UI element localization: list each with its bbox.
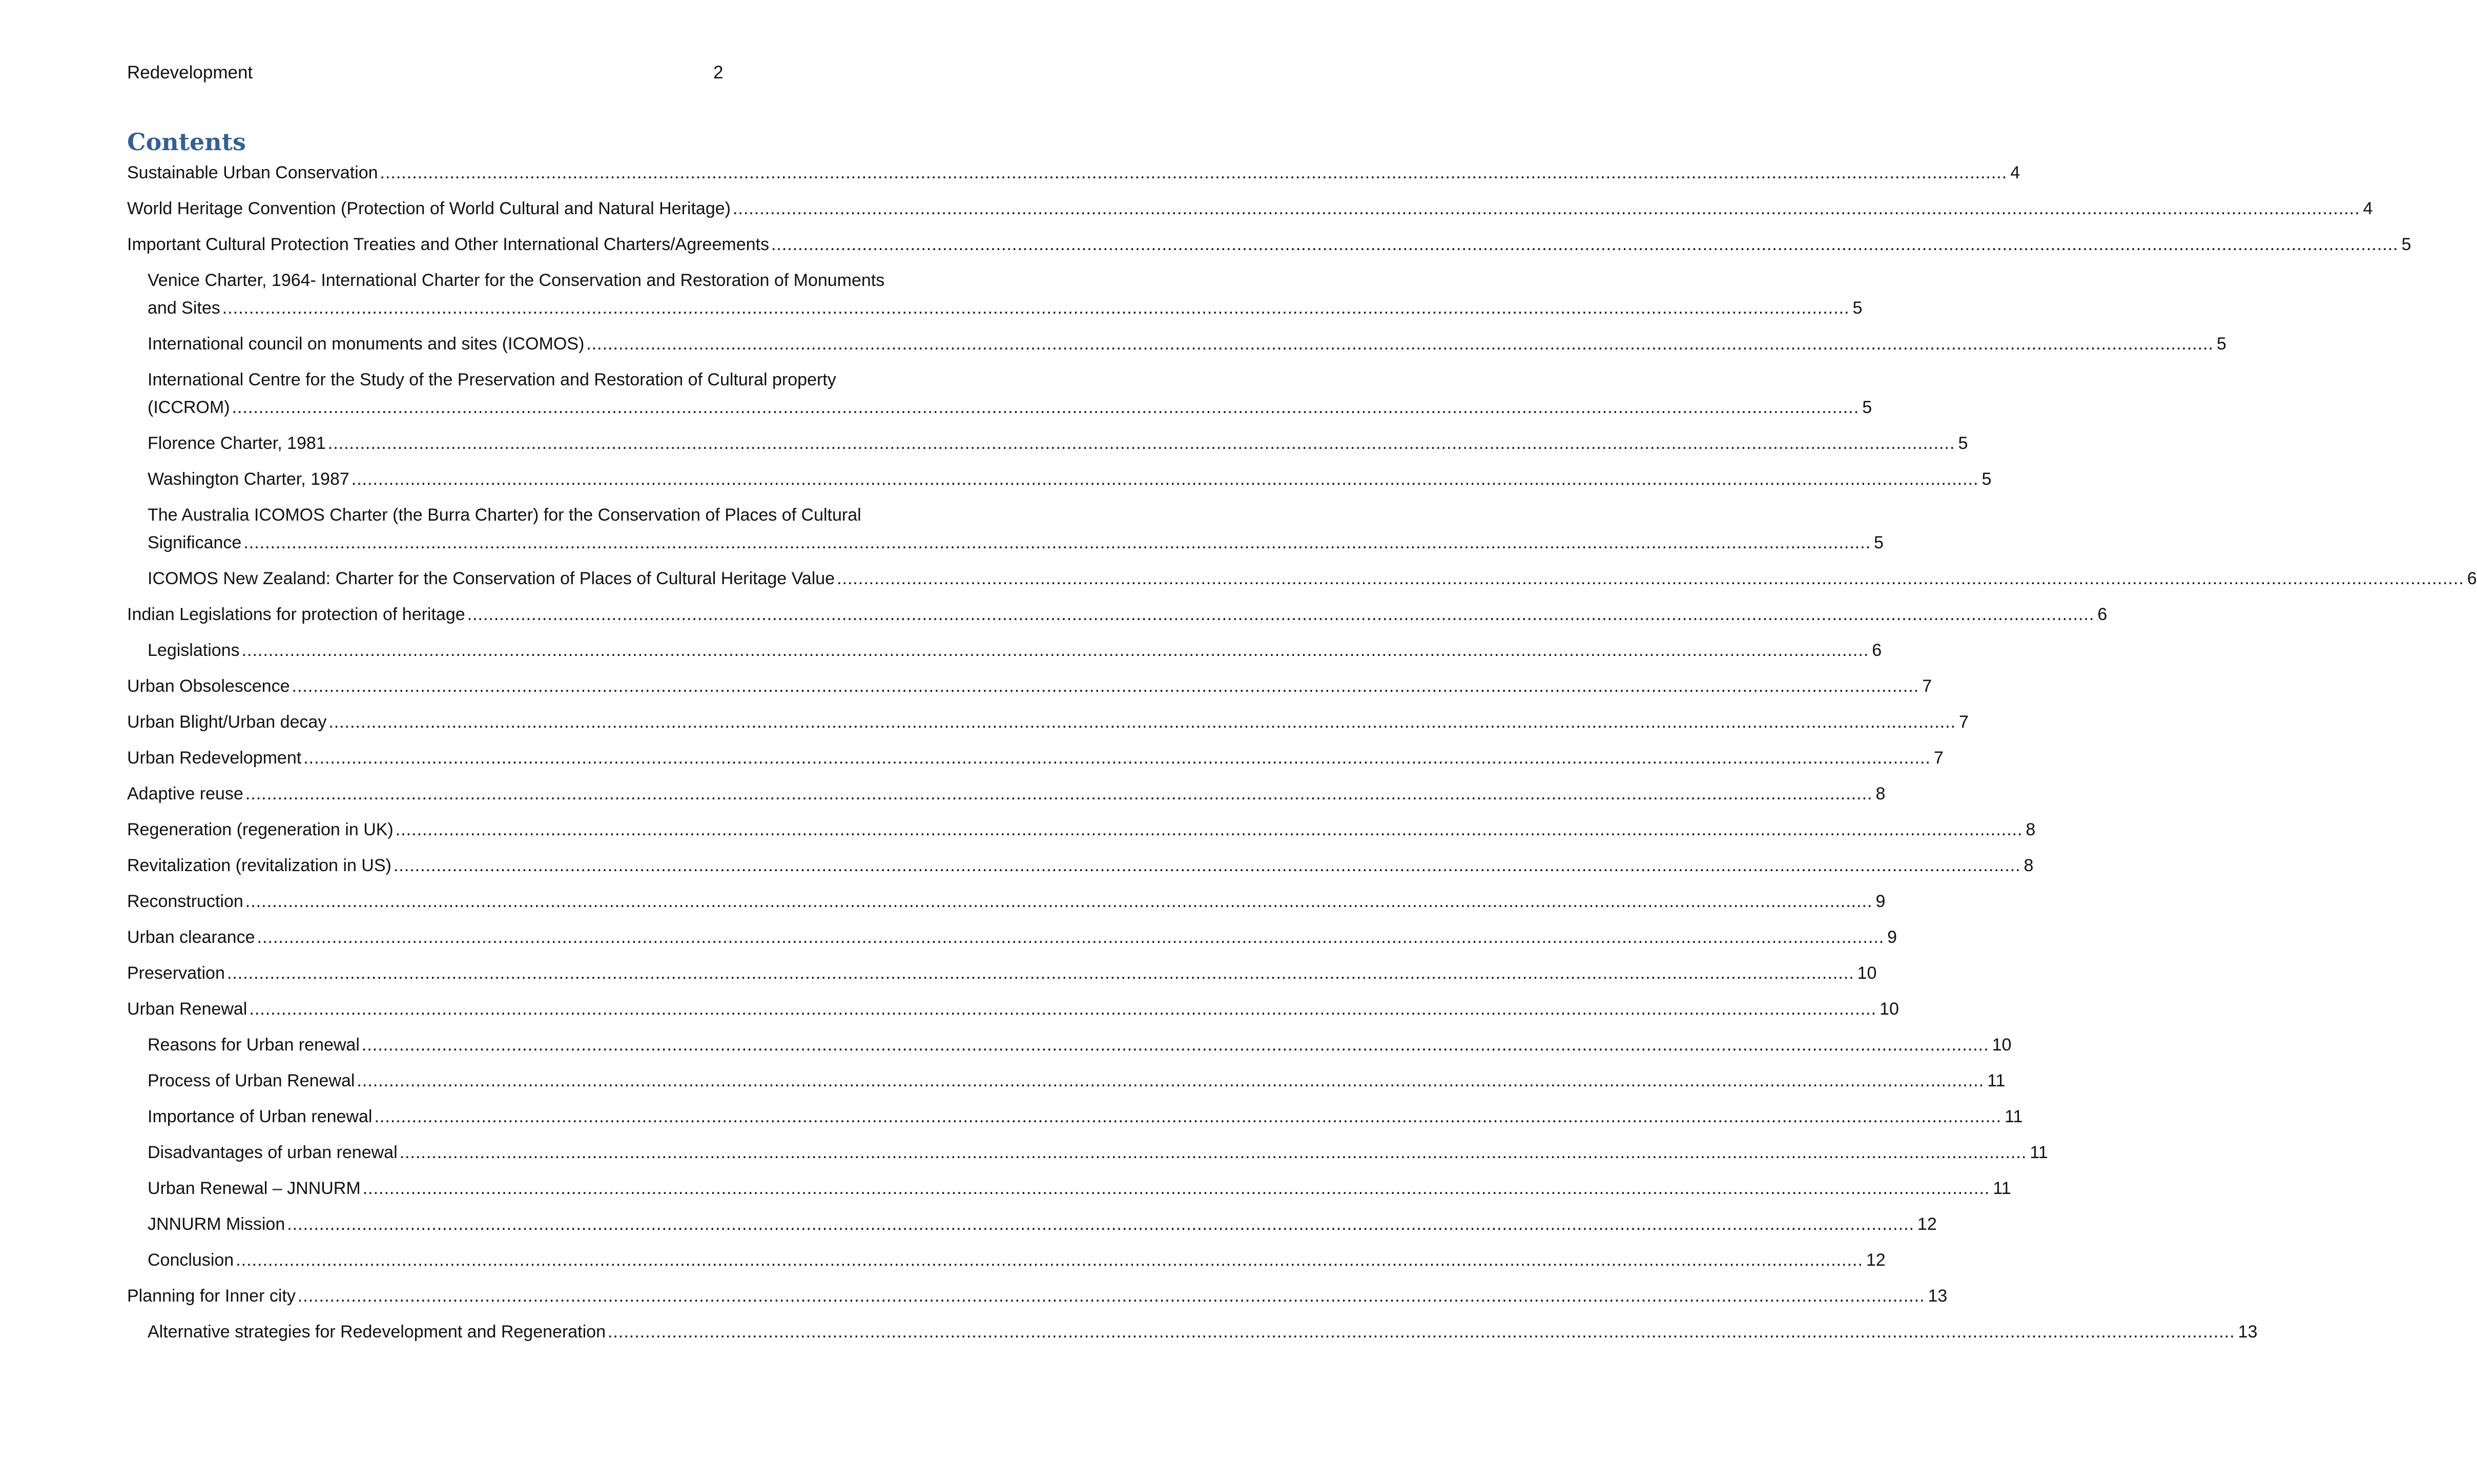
toc-entry-text-line1: The Australia ICOMOS Charter (the Burra Charter) for the Conservation of Places of Cultural (148, 505, 861, 525)
toc-entry[interactable] (127, 636, 1882, 664)
toc-entry-text: Indian Legislations for protection of heritage (127, 605, 465, 624)
toc-entry-text: Florence Charter, 1981 (148, 434, 326, 453)
toc-entry[interactable] (127, 923, 1897, 951)
toc-entry[interactable] (127, 601, 2108, 628)
toc-entry[interactable] (127, 266, 1863, 322)
toc-entry-text: Importance of Urban renewal (148, 1107, 373, 1126)
toc-entry[interactable] (127, 366, 1872, 421)
toc-entry-text: Revitalization (revitalization in US) (127, 856, 391, 875)
toc-entry-text: (ICCROM) (148, 398, 230, 417)
toc-entry-page: 11 (1993, 1179, 2011, 1198)
toc-entry[interactable] (127, 231, 2411, 258)
toc-entry-page: 8 (2024, 856, 2034, 875)
toc-entry-text: Reasons for Urban renewal (148, 1035, 360, 1055)
toc-entry[interactable] (127, 1139, 2048, 1166)
toc-entry[interactable] (127, 330, 2226, 358)
toc-dot-leader (232, 394, 1860, 421)
toc-entry[interactable] (127, 780, 1886, 808)
toc-dot-leader (249, 995, 1876, 1023)
toc-entry[interactable] (127, 1174, 2011, 1202)
toc-entry-text: Disadvantages of urban renewal (148, 1143, 398, 1162)
toc-dot-leader (396, 816, 2023, 843)
toc-entry-text: Conclusion (148, 1250, 234, 1270)
toc-entry-text: Urban Obsolescence (127, 676, 290, 696)
toc-dot-leader (245, 888, 1873, 915)
toc-entry[interactable] (127, 195, 2373, 222)
toc-dot-leader (352, 465, 1979, 493)
toc-entry[interactable] (127, 708, 1969, 736)
toc-entry-page: 6 (2097, 605, 2108, 624)
toc-entry-text: Urban Renewal – JNNURM (148, 1179, 361, 1198)
toc-entry-page: 6 (2467, 569, 2477, 588)
toc-dot-leader (394, 852, 2021, 879)
toc-entry-page: 10 (1857, 963, 1877, 983)
toc-dot-leader (242, 636, 1869, 664)
header-page-number: 2 (713, 63, 724, 83)
toc-heading: Contents (127, 128, 246, 156)
toc-entry-text: Urban Renewal (127, 999, 247, 1019)
toc-entry[interactable] (127, 888, 1886, 915)
toc-entry-text: JNNURM Mission (148, 1214, 285, 1234)
toc-entry-text: Sustainable Urban Conservation (127, 163, 378, 182)
toc-dot-leader (243, 529, 1871, 556)
toc-entry[interactable] (127, 852, 2034, 879)
toc-entry-page: 4 (2010, 163, 2020, 182)
toc-entry-page: 7 (1959, 712, 1969, 732)
toc-entry-text: Washington Charter, 1987 (148, 469, 349, 489)
toc-entry-text: Important Cultural Protection Treaties and Other International Charters/Agreements (127, 235, 769, 254)
toc-entry-text: Legislations (148, 641, 240, 660)
toc-dot-leader (586, 330, 2214, 358)
toc-entry[interactable] (127, 1067, 2006, 1095)
toc-entry-text: International council on monuments and sites (ICOMOS) (148, 334, 585, 354)
header-title: Redevelopment (127, 63, 253, 83)
toc-entry-text: Process of Urban Renewal (148, 1071, 355, 1090)
toc-dot-leader (298, 1282, 1925, 1310)
toc-entry-page: 7 (1933, 748, 1944, 768)
toc-entry-page: 9 (1875, 892, 1886, 911)
toc-entry-page: 12 (1866, 1250, 1886, 1270)
toc-entry-text: ICOMOS New Zealand: Charter for the Conservation of Places of Cultural Heritage Value (148, 569, 835, 588)
toc-dot-leader (363, 1174, 1990, 1202)
toc-entry-page: 5 (1862, 398, 1872, 417)
toc-entry-page: 8 (1875, 784, 1886, 803)
toc-entry-page: 5 (1981, 469, 1992, 489)
toc-dot-leader (257, 923, 1884, 951)
toc-entry[interactable] (127, 1282, 1948, 1310)
toc-entry-page: 4 (2363, 199, 2373, 218)
toc-entry[interactable] (127, 816, 2036, 843)
toc-entry-page: 12 (1917, 1214, 1937, 1234)
toc-entry[interactable] (127, 429, 1968, 457)
toc-entry-text: Urban Redevelopment (127, 748, 302, 768)
running-header (127, 60, 924, 85)
toc-entry[interactable] (127, 1246, 1886, 1274)
toc-entry-text-line1: International Centre for the Study of the Preservation and Restoration of Cultural property (148, 370, 836, 389)
toc-dot-leader (380, 159, 2008, 187)
toc-dot-leader (292, 672, 1919, 700)
toc-entry-text: Preservation (127, 963, 225, 983)
toc-entry-page: 5 (2401, 235, 2411, 254)
toc-entry-page: 10 (1992, 1035, 2012, 1055)
toc-entry[interactable] (127, 959, 1877, 987)
toc-entry[interactable] (127, 465, 1992, 493)
toc-entry-page: 5 (1958, 434, 1968, 453)
toc-entry[interactable] (127, 744, 1944, 772)
toc-entry-page: 13 (2238, 1322, 2258, 1342)
toc-entry-text: Urban Blight/Urban decay (127, 712, 327, 732)
toc-dot-leader (362, 1031, 1989, 1059)
toc-dot-leader (467, 601, 2095, 628)
toc-entry-page: 9 (1887, 928, 1897, 947)
table-of-contents (127, 159, 2477, 1354)
toc-entry[interactable] (127, 1103, 2023, 1130)
toc-dot-leader (374, 1103, 2001, 1130)
toc-entry[interactable] (127, 1210, 1937, 1238)
toc-dot-leader (328, 429, 1955, 457)
toc-dot-leader (328, 708, 1956, 736)
toc-entry[interactable] (127, 159, 2020, 187)
toc-entry-page: 6 (1872, 641, 1882, 660)
toc-entry-page: 11 (2030, 1143, 2048, 1162)
toc-entry[interactable] (127, 995, 1899, 1023)
toc-entry-page: 5 (1874, 533, 1884, 552)
toc-dot-leader (608, 1318, 2235, 1346)
toc-entry-page: 8 (2026, 820, 2036, 839)
toc-dot-leader (771, 231, 2399, 258)
toc-dot-leader (303, 744, 1931, 772)
toc-entry-page: 10 (1880, 999, 1899, 1019)
toc-dot-leader (227, 959, 1854, 987)
toc-entry[interactable] (127, 501, 1884, 556)
toc-dot-leader (222, 294, 1850, 322)
toc-entry[interactable] (127, 1031, 2012, 1059)
toc-entry-page: 5 (1852, 298, 1863, 318)
toc-entry-page: 11 (2005, 1107, 2023, 1126)
toc-entry-text: Reconstruction (127, 892, 243, 911)
toc-entry-text: World Heritage Convention (Protection of World Cultural and Natural Heritage) (127, 199, 731, 218)
toc-entry[interactable] (127, 565, 2477, 592)
toc-dot-leader (733, 195, 2360, 222)
toc-entry-page: 13 (1928, 1286, 1948, 1306)
toc-entry[interactable] (127, 672, 1932, 700)
toc-entry-text: Significance (148, 533, 242, 552)
toc-dot-leader (400, 1139, 2027, 1166)
toc-dot-leader (245, 780, 1873, 808)
toc-entry-text: Regeneration (regeneration in UK) (127, 820, 394, 839)
toc-entry-page: 5 (2216, 334, 2226, 354)
toc-dot-leader (837, 565, 2464, 592)
toc-entry[interactable] (127, 1318, 2258, 1346)
toc-entry-page: 7 (1922, 676, 1932, 696)
toc-entry-page: 11 (1987, 1071, 2006, 1090)
toc-dot-leader (357, 1067, 1984, 1095)
toc-dot-leader (236, 1246, 1863, 1274)
toc-entry-text: Adaptive reuse (127, 784, 243, 803)
toc-entry-text: Planning for Inner city (127, 1286, 296, 1306)
toc-entry-text: Urban clearance (127, 928, 255, 947)
toc-entry-text: Alternative strategies for Redevelopment and Regeneration (148, 1322, 606, 1342)
toc-dot-leader (287, 1210, 1914, 1238)
toc-entry-text-line1: Venice Charter, 1964- International Charter for the Conservation and Restoration of Monuments (148, 271, 885, 290)
toc-entry-text: and Sites (148, 298, 220, 318)
